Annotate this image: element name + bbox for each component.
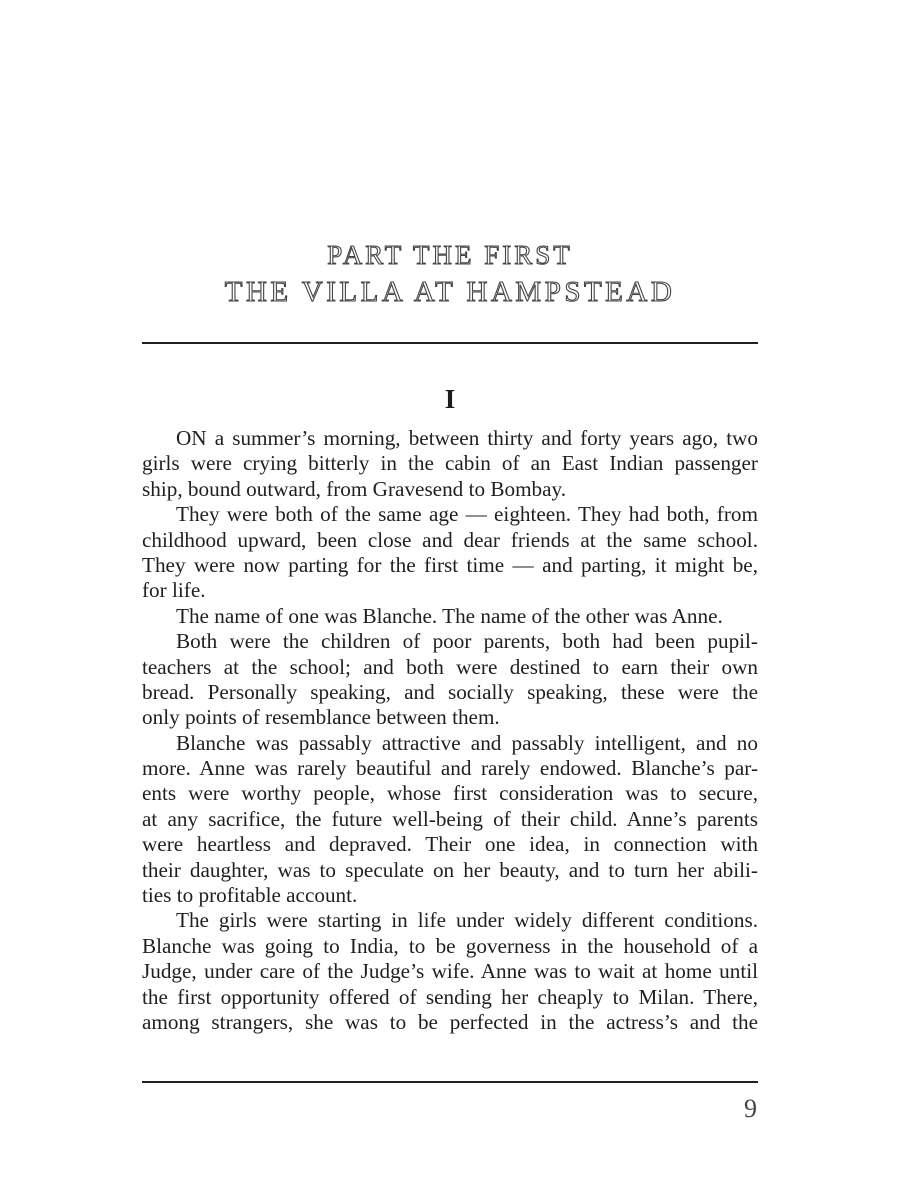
text-line: ties to profitable account. (142, 883, 358, 908)
text-line: their daughter, was to speculate on her beauty, and to turn her abili- (142, 857, 758, 882)
text-line: bread. Personally speaking, and socially speaking, these were the (142, 679, 758, 704)
text-line: Blanche was going to India, to be governess in the household of a (142, 933, 758, 958)
text-line: Blanche was passably attractive and passably intelligent, and no (176, 730, 758, 755)
text-line: for life. (142, 578, 206, 603)
text-line: the first opportunity offered of sending her cheaply to Milan. There, (142, 984, 758, 1009)
top-rule (142, 342, 758, 344)
text-line: Both were the children of poor parents, both had been pupil- (176, 629, 758, 654)
text-line: teachers at the school; and both were destined to earn their own (142, 654, 758, 679)
text-line: Judge, under care of the Judge’s wife. Anne was to wait at home until (142, 959, 758, 984)
text-line: girls were crying bitterly in the cabin of an East Indian passenger (142, 451, 758, 476)
page-number: 9 (744, 1094, 757, 1123)
chapter-number: I (444, 384, 456, 414)
text-line: The girls were starting in life under widely different conditions. (176, 908, 758, 933)
part-title: THE VILLA AT HAMPSTEAD (224, 276, 676, 308)
text-line: ON a summer’s morning, between thirty and forty years ago, two (176, 426, 758, 450)
text-line: at any sacrifice, the future well-being of their child. Anne’s parents (142, 806, 758, 831)
text-line: ents were worthy people, whose first consideration was to secure, (142, 781, 758, 806)
text-line: childhood upward, been close and dear friends at the same school. (142, 527, 758, 552)
text-line: more. Anne was rarely beautiful and rarely endowed. Blanche’s par- (142, 756, 758, 781)
bottom-rule (142, 1081, 758, 1083)
text-line: They were both of the same age — eighteen. They had both, from (176, 502, 758, 527)
text-line: were heartless and depraved. Their one idea, in connection with (142, 832, 758, 857)
text-line: ship, bound outward, from Gravesend to Bombay. (142, 476, 567, 501)
text-line: They were now parting for the first time — and parting, it might be, (142, 552, 758, 577)
text-line: among strangers, she was to be perfected in the actress’s and the (142, 1009, 758, 1034)
text-line: The name of one was Blanche. The name of the other was Anne. (176, 603, 723, 628)
part-heading: PART THE FIRST (327, 240, 573, 270)
text-line: only points of resemblance between them. (142, 705, 500, 730)
body-text (142, 426, 758, 1035)
